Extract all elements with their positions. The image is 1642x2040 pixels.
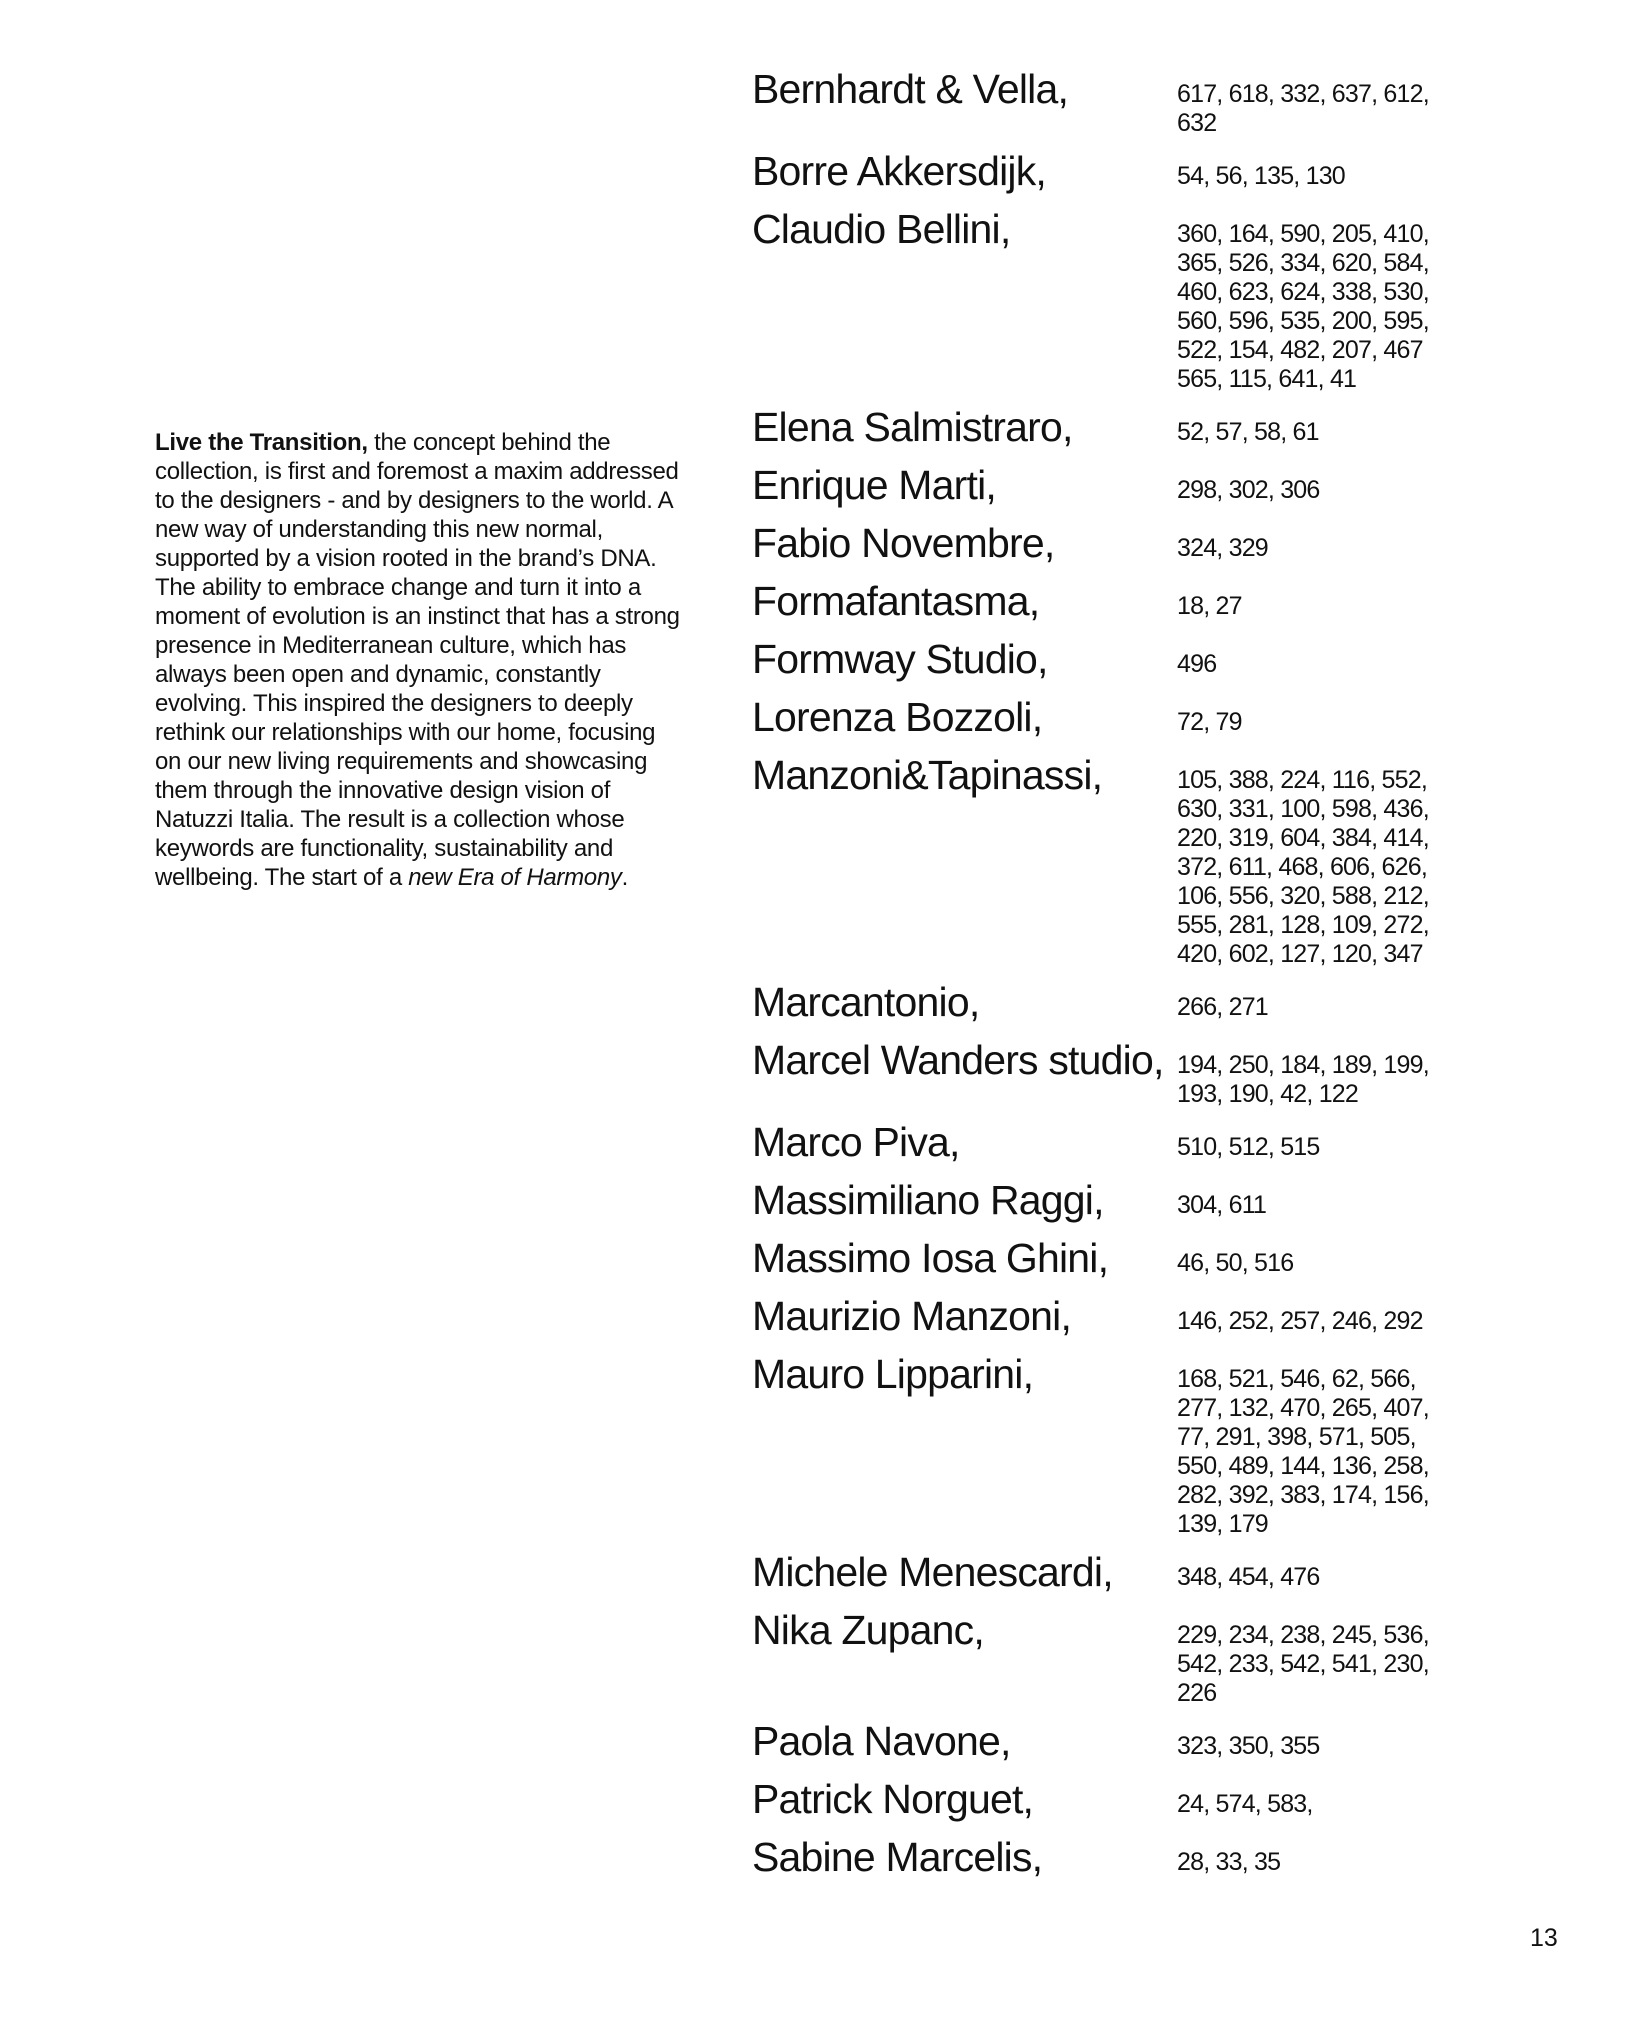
- designer-name: Claudio Bellini,: [752, 206, 1011, 252]
- designer-entry: [752, 1175, 1572, 1225]
- designer-pages: 72, 79: [1177, 708, 1242, 736]
- designer-pages: 304, 611: [1177, 1191, 1267, 1219]
- designer-pages: 324, 329: [1177, 534, 1268, 562]
- designer-name: Massimo Iosa Ghini,: [752, 1235, 1109, 1281]
- designer-pages: 146, 252, 257, 246, 292: [1177, 1307, 1423, 1335]
- designer-entry: [752, 146, 1572, 196]
- designer-name: Enrique Marti,: [752, 462, 997, 508]
- intro-lead: Live the Transition,: [155, 429, 368, 456]
- designer-entry: [752, 1716, 1572, 1766]
- designer-name: Bernhardt & Vella,: [752, 66, 1069, 112]
- designer-entry: [752, 1035, 1572, 1109]
- designer-pages: 24, 574, 583,: [1177, 1790, 1313, 1818]
- designer-entry: [752, 1832, 1572, 1882]
- designer-name: Patrick Norguet,: [752, 1776, 1034, 1822]
- designer-name: Manzoni&Tapinassi,: [752, 752, 1103, 798]
- designer-pages: 194, 250, 184, 189, 199, 193, 190, 42, 122: [1177, 1051, 1429, 1108]
- designer-name: Formway Studio,: [752, 636, 1048, 682]
- designer-pages: 266, 271: [1177, 993, 1268, 1021]
- designer-entry: [752, 1233, 1572, 1283]
- designer-pages: 52, 57, 58, 61: [1177, 418, 1319, 446]
- designer-name: Mauro Lipparini,: [752, 1351, 1034, 1397]
- intro-end: .: [621, 864, 628, 891]
- designer-pages: 18, 27: [1177, 592, 1242, 620]
- designer-entry: [752, 518, 1572, 568]
- designer-name: Massimiliano Raggi,: [752, 1177, 1104, 1223]
- designer-name: Maurizio Manzoni,: [752, 1293, 1072, 1339]
- designer-name: Lorenza Bozzoli,: [752, 694, 1043, 740]
- designer-pages: 229, 234, 238, 245, 536, 542, 233, 542, 541, 230, 226: [1177, 1621, 1429, 1707]
- designer-pages: 496: [1177, 650, 1217, 678]
- intro-paragraph: [155, 428, 685, 892]
- designer-entry: [752, 1291, 1572, 1341]
- designer-name: Paola Navone,: [752, 1718, 1011, 1764]
- designer-name: Formafantasma,: [752, 578, 1040, 624]
- designer-entry: [752, 750, 1572, 969]
- designer-name: Marcantonio,: [752, 979, 980, 1025]
- designer-name: Michele Menescardi,: [752, 1549, 1113, 1595]
- designer-pages: 298, 302, 306: [1177, 476, 1320, 504]
- designer-pages: 348, 454, 476: [1177, 1563, 1320, 1591]
- designer-pages: 360, 164, 590, 205, 410, 365, 526, 334, 620, 584, 460, 623, 624, 338, 530, 560, 596, 535, 200, 595, 522, 154, 482, 207, 467 565, 115, 641, 41: [1177, 220, 1429, 393]
- designer-pages: 323, 350, 355: [1177, 1732, 1320, 1760]
- designer-entry: [752, 1349, 1572, 1539]
- designer-entry: [752, 1117, 1572, 1167]
- designer-name: Sabine Marcelis,: [752, 1834, 1043, 1880]
- designer-pages: 168, 521, 546, 62, 566, 277, 132, 470, 265, 407, 77, 291, 398, 571, 505, 550, 489, 144, 136, 258, 282, 392, 383, 174, 156, 139, 179: [1177, 1365, 1429, 1538]
- designer-pages: 54, 56, 135, 130: [1177, 162, 1345, 190]
- designer-entry: [752, 634, 1572, 684]
- designer-index-list: [752, 64, 1572, 1890]
- designer-entry: [752, 1605, 1572, 1708]
- designer-entry: [752, 1547, 1572, 1597]
- designer-entry: [752, 402, 1572, 452]
- designer-name: Elena Salmistraro,: [752, 404, 1073, 450]
- designer-entry: [752, 204, 1572, 394]
- designer-pages: 46, 50, 516: [1177, 1249, 1294, 1277]
- designer-pages: 28, 33, 35: [1177, 1848, 1281, 1876]
- designer-entry: [752, 576, 1572, 626]
- designer-pages: 510, 512, 515: [1177, 1133, 1320, 1161]
- intro-emphasis: new Era of Harmony: [408, 864, 622, 891]
- intro-body: the concept behind the collection, is first and foremost a maxim addressed to the designers - and by designers to the world. A new way of understanding this new normal, supported by a vision rooted in the brand’s DNA. The ability to embrace change and turn it into a moment of evolution is an instinct that has a strong presence in Mediterranean culture, which has always been open and dynamic, constantly evolving. This inspired the designers to deeply rethink our relationships with our home, focusing on our new living requirements and showcasing them through the innovative design vision of Natuzzi Italia. The result is a collection whose keywords are functionality, sustainability and wellbeing. The start of a: [155, 429, 680, 891]
- designer-entry: [752, 977, 1572, 1027]
- designer-entry: [752, 1774, 1572, 1824]
- designer-name: Marcel Wanders studio,: [752, 1037, 1164, 1083]
- designer-name: Nika Zupanc,: [752, 1607, 984, 1653]
- designer-name: Fabio Novembre,: [752, 520, 1055, 566]
- page-number: 13: [1530, 1924, 1558, 1952]
- designer-pages: 617, 618, 332, 637, 612, 632: [1177, 80, 1429, 137]
- designer-name: Marco Piva,: [752, 1119, 960, 1165]
- designer-pages: 105, 388, 224, 116, 552, 630, 331, 100, 598, 436, 220, 319, 604, 384, 414, 372, 611, 468, 606, 626, 106, 556, 320, 588, 212, 555, 281, 128, 109, 272, 420, 602, 127, 120, 347: [1177, 766, 1429, 968]
- designer-entry: [752, 692, 1572, 742]
- designer-entry: [752, 64, 1572, 138]
- designer-name: Borre Akkersdijk,: [752, 148, 1047, 194]
- designer-entry: [752, 460, 1572, 510]
